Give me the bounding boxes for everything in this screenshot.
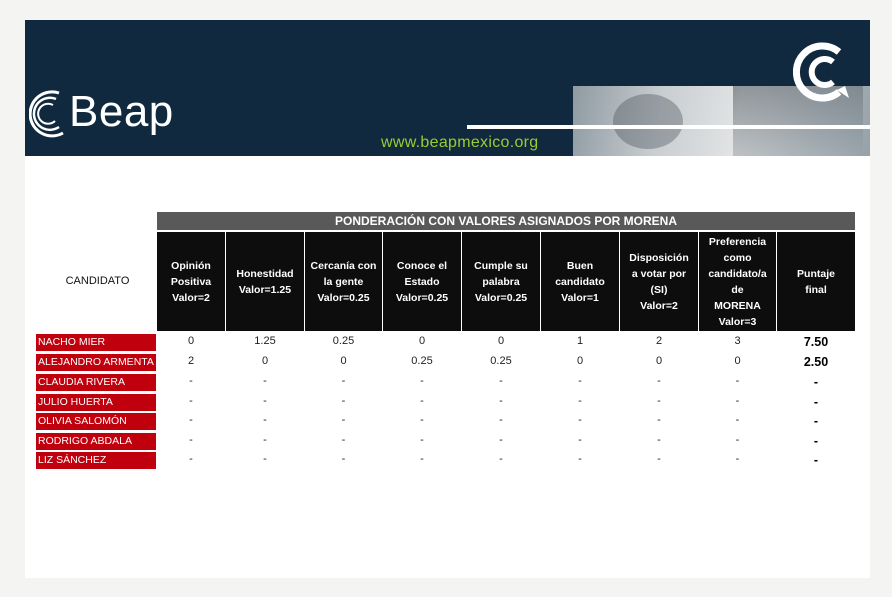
score-cell: - [420,375,424,387]
candidate-name: RODRIGO ABDALA [36,433,156,450]
column-header [699,232,776,331]
brand-name: Beap [69,87,174,136]
score-cell: - [499,395,503,407]
score-cell: - [657,414,661,426]
score-cell: - [189,453,193,465]
score-cell: 3 [734,335,741,347]
header-banner [25,20,870,156]
column-header [620,232,698,331]
column-header-label: Puntaje final [797,267,835,296]
final-score-cell: 2.50 [803,355,829,369]
score-cell: 0.25 [411,355,433,367]
column-header-label: Opinión Positiva Valor=2 [170,259,212,304]
score-cell: - [578,434,582,446]
score-cell: - [189,395,193,407]
score-cell: - [578,414,582,426]
beap-logo [29,87,199,139]
photo-shape [613,94,683,149]
score-cell: - [657,434,661,446]
score-cell: - [420,395,424,407]
column-header-label: Conoce el Estado Valor=0.25 [395,259,449,304]
score-cell: - [420,453,424,465]
score-cell: 1.25 [254,335,276,347]
score-cell: 0 [734,355,741,367]
score-cell: - [189,414,193,426]
score-cell: - [263,453,267,465]
score-cell: 2 [655,335,663,347]
slide [25,20,870,578]
candidate-name: ALEJANDRO ARMENTA [36,354,156,371]
score-cell: - [420,414,424,426]
score-cell: - [735,395,740,407]
candidate-header: CANDIDATO [65,275,130,287]
final-score-cell: - [813,375,819,389]
score-cell: 0 [340,355,347,367]
table-title: PONDERACIÓN CON VALORES ASIGNADOS POR MORENA [157,212,855,230]
final-score-cell: 7.50 [803,335,829,349]
column-header [462,232,540,331]
score-cell: - [735,414,740,426]
score-cell: - [578,375,582,387]
score-cell: - [341,414,346,426]
score-cell: - [263,375,267,387]
candidate-name: JULIO HUERTA [36,394,156,411]
score-cell: - [341,434,346,446]
score-cell: - [420,434,424,446]
final-score-cell: - [813,395,819,409]
score-cell: 0 [261,355,269,367]
score-cell: - [341,395,346,407]
column-header-label: Disposición a votar por (SI) Valor=2 [629,251,689,312]
score-cell: - [189,375,193,387]
score-cell: - [657,453,661,465]
score-cell: 0 [187,335,195,347]
column-header-label: Cercanía con la gente Valor=0.25 [310,259,377,304]
column-header [305,232,382,331]
banner-divider [467,125,870,129]
score-cell: 0 [418,335,426,347]
score-cell: - [499,414,503,426]
score-cell: - [735,453,740,465]
score-cell: 2 [187,355,195,367]
final-score-cell: - [813,434,819,448]
score-cell: - [263,434,267,446]
column-header [777,232,855,331]
final-score-cell: - [813,453,819,467]
candidate-name: OLIVIA SALOMÓN [36,413,156,430]
column-header-label: Cumple su palabra Valor=0.25 [474,259,528,304]
column-header [226,232,304,331]
score-cell: - [499,375,503,387]
score-cell: - [735,434,740,446]
score-cell: - [657,375,661,387]
score-cell: - [263,395,267,407]
score-cell: - [499,434,503,446]
score-cell: - [499,453,503,465]
score-cell: - [657,395,661,407]
column-header [383,232,461,331]
score-cell: 0 [497,335,505,347]
website-url: www.beapmexico.org [381,134,539,151]
column-header-label: Preferencia como candidato/a de MORENA Valor=3 [708,235,767,328]
score-cell: 0 [655,355,663,367]
column-header [157,232,225,331]
candidate-name: LIZ SÁNCHEZ [36,452,156,469]
score-cell: - [578,453,582,465]
final-score-cell: - [813,414,819,428]
score-cell: 0.25 [490,355,512,367]
score-cell: - [341,453,346,465]
candidate-name: NACHO MIER [36,334,156,351]
score-cell: 0 [576,355,584,367]
corner-c-logo-icon [793,40,857,104]
score-cell: - [735,375,740,387]
column-header-label: Buen candidato Valor=1 [555,259,605,304]
score-cell: - [341,375,346,387]
score-cell: - [263,414,267,426]
column-header-label: Honestidad Valor=1.25 [236,267,294,296]
beap-swirl-icon [29,87,73,139]
score-cell: - [189,434,193,446]
score-cell: - [578,395,582,407]
score-cell: 1 [576,335,584,347]
column-header [541,232,619,331]
score-cell: 0.25 [332,335,355,347]
candidate-name: CLAUDIA RIVERA [36,374,156,391]
